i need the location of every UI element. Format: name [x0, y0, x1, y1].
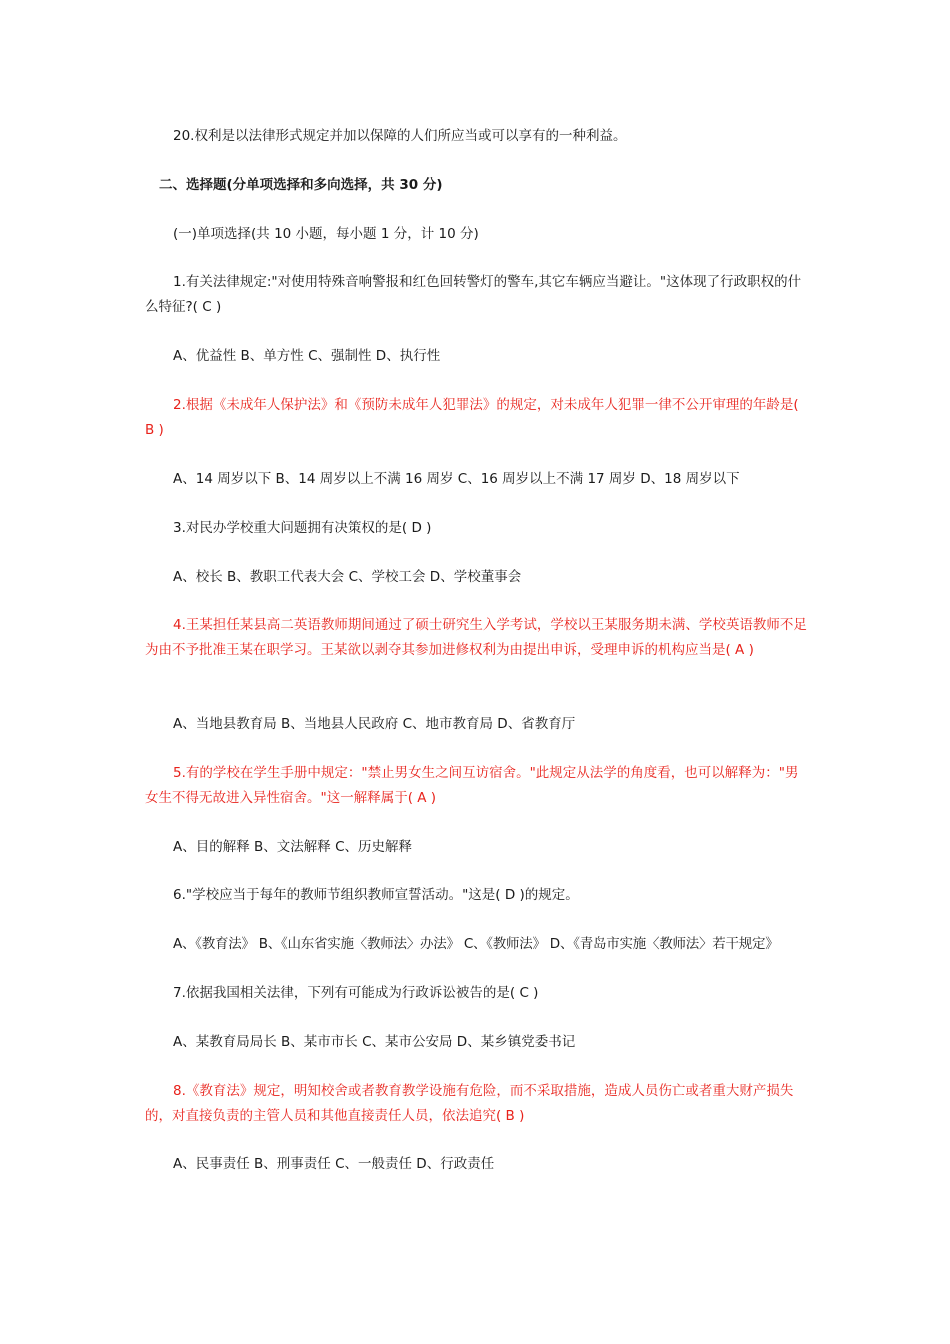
question-6-stem: 6."学校应当于每年的教师节组织教师宣誓活动。"这是( D )的规定。	[173, 887, 579, 903]
question-1-options: A、优益性 B、单方性 C、强制性 D、执行性	[173, 348, 441, 364]
question-4-stem: 4.王某担任某县高二英语教师期间通过了硕士研究生入学考试，学校以王某服务期未满、学校英语教师不足为由不予批准王某在职学习。王某欲以剥夺其参加进修权利为由提出申诉，受理申诉的机构应当是( A )	[145, 617, 807, 658]
item-20-text: 20.权利是以法律形式规定并加以保障的人们所应当或可以享有的一种利益。	[173, 128, 627, 144]
question-3-options: A、校长 B、教职工代表大会 C、学校工会 D、学校董事会	[173, 569, 522, 585]
question-2-stem: 2.根据《未成年人保护法》和《预防未成年人犯罪法》的规定，对未成年人犯罪一律不公开审理的年龄是( B )	[145, 397, 799, 438]
question-4-options: A、当地县教育局 B、当地县人民政府 C、地市教育局 D、省教育厅	[173, 716, 576, 732]
section-heading: 二、选择题(分单项选择和多向选择，共 30 分)	[159, 177, 443, 193]
question-5-stem: 5.有的学校在学生手册中规定："禁止男女生之间互访宿舍。"此规定从法学的角度看，也可以解释为："男女生不得无故进入异性宿舍。"这一解释属于( A )	[145, 765, 799, 806]
question-3-stem: 3.对民办学校重大问题拥有决策权的是( D )	[173, 520, 432, 536]
question-1-stem: 1.有关法律规定:"对使用特殊音响警报和红色回转警灯的警车,其它车辆应当避让。"这体现了行政职权的什么特征?( C )	[145, 274, 802, 315]
question-2-options: A、14 周岁以下 B、14 周岁以上不满 16 周岁 C、16 周岁以上不满 17 周岁 D、18 周岁以下	[173, 471, 740, 487]
question-8-options: A、民事责任 B、刑事责任 C、一般责任 D、行政责任	[173, 1156, 495, 1172]
question-6-options: A、《教育法》 B、《山东省实施〈教师法〉办法》 C、《教师法》 D、《青岛市实施〈教师法〉若干规定》	[173, 936, 779, 952]
question-5-options: A、目的解释 B、文法解释 C、历史解释	[173, 839, 413, 855]
question-7-stem: 7.依据我国相关法律，下列有可能成为行政诉讼被告的是( C )	[173, 985, 539, 1001]
subsection-heading: (一)单项选择(共 10 小题，每小题 1 分，计 10 分)	[173, 226, 479, 242]
question-7-options: A、某教育局局长 B、某市市长 C、某市公安局 D、某乡镇党委书记	[173, 1034, 576, 1050]
question-8-stem: 8.《教育法》规定，明知校舍或者教育教学设施有危险，而不采取措施，造成人员伤亡或者重大财产损失的，对直接负责的主管人员和其他直接责任人员，依法追究( B )	[145, 1083, 794, 1124]
